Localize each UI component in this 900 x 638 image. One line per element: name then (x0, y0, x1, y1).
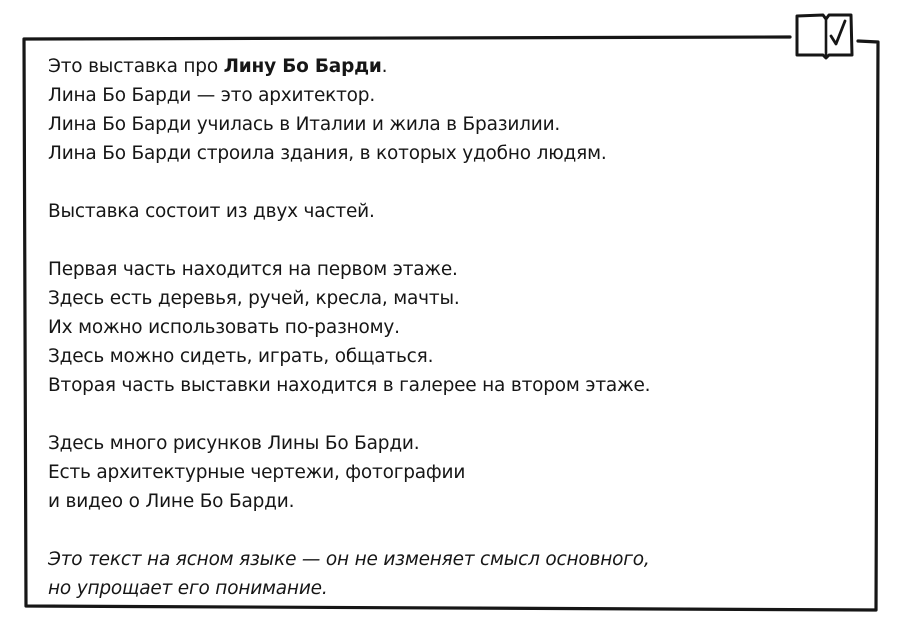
text-line: Выставка состоит из двух частей. (48, 201, 375, 222)
highlighted-name: Лину Бо Барди (223, 56, 382, 77)
text-line: и видео о Лине Бо Барди. (48, 491, 295, 512)
text-line: Здесь есть деревья, ручей, кресла, мачты. (48, 288, 460, 309)
note-line: Это текст на ясном языке — он не изменяет смысл основного, (48, 549, 650, 570)
text-fragment: . (381, 56, 388, 77)
text-fragment: Это выставка про (48, 56, 224, 77)
paragraph-gap (48, 226, 828, 255)
text-line: Здесь много рисунков Лины Бо Барди. (48, 433, 420, 454)
text-line: Вторая часть выставки находится в галерее на втором этаже. (48, 375, 651, 396)
paragraph-gap (48, 168, 828, 197)
plain-language-text (48, 52, 828, 603)
text-line: Их можно использовать по-разному. (48, 317, 400, 338)
text-line: Лина Бо Барди строила здания, в которых удобно людям. (48, 143, 607, 164)
note-line: но упрощает его понимание. (48, 578, 328, 599)
paragraph-gap (48, 400, 828, 429)
text-line (48, 52, 828, 81)
paragraph-gap (48, 516, 828, 545)
text-line: Первая часть находится на первом этаже. (48, 259, 458, 280)
text-line: Есть архитектурные чертежи, фотографии (48, 462, 466, 483)
text-line: Лина Бо Барди — это архитектор. (48, 85, 376, 106)
text-line: Здесь можно сидеть, играть, общаться. (48, 346, 434, 367)
text-line: Лина Бо Барди училась в Италии и жила в Бразилии. (48, 114, 561, 135)
